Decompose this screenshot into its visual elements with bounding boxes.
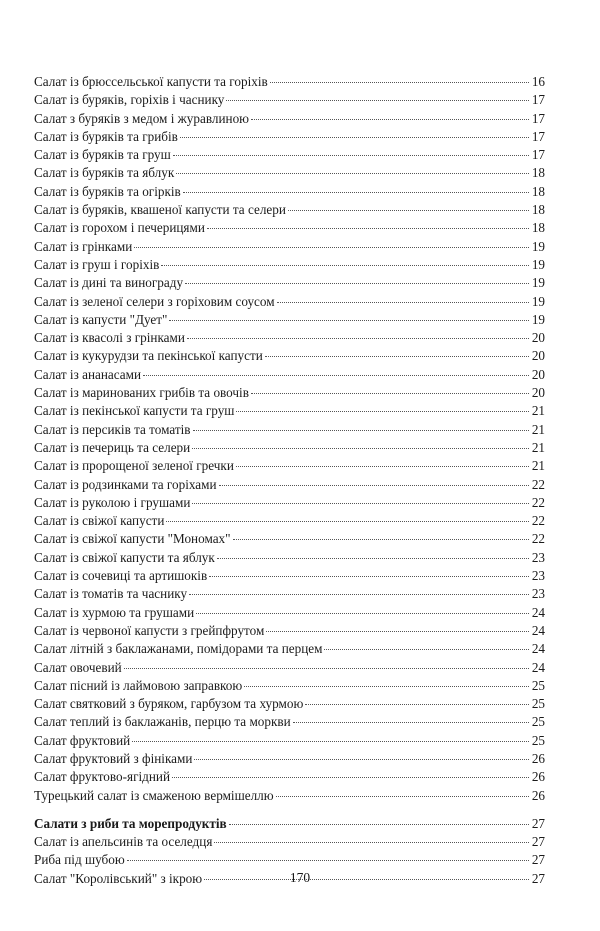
toc-entry [34, 567, 545, 585]
toc-entry [34, 640, 545, 658]
toc-entry-page: 26 [531, 769, 545, 785]
page-number: 170 [289, 870, 311, 885]
dot-leader [132, 741, 529, 742]
toc-entry-page: 16 [531, 74, 545, 89]
section-title: Салати з риби та морепродуктів [34, 815, 227, 831]
toc-entry-title: Салат фруктовий з фініками [34, 750, 193, 766]
toc-entry-page: 23 [531, 568, 545, 584]
toc-entry-page: 22 [531, 494, 545, 510]
toc-entry-page: 26 [531, 750, 545, 766]
toc-entry-title: Салат із грінками [34, 238, 133, 254]
toc-entry [34, 695, 545, 713]
toc-entry-title: Салат із печериць та селери [34, 439, 191, 455]
toc-entry [34, 311, 545, 329]
toc-entry-page: 23 [531, 549, 545, 565]
toc-entry-page: 27 [531, 834, 545, 850]
toc-entry [34, 384, 545, 402]
section-page: 27 [531, 815, 545, 831]
toc-entry-title: Салат із буряків, квашеної капусти та селери [34, 202, 286, 218]
toc-entry [34, 293, 545, 311]
dot-leader [236, 466, 529, 467]
dot-leader [183, 192, 529, 193]
toc-entry [34, 329, 545, 347]
toc-entry-title: Салат із родзинками та горіхами [34, 476, 217, 492]
toc-entry [34, 530, 545, 548]
toc-entry-title: Турецький салат із смаженою вермішеллю [34, 787, 274, 803]
dot-leader [124, 668, 529, 669]
toc-entry [34, 787, 545, 805]
toc-entry [34, 494, 545, 512]
toc-entry-page: 22 [531, 531, 545, 547]
toc-entry-page: 17 [531, 128, 545, 144]
toc-entry [34, 439, 545, 457]
toc-entry-title: Салат пісний із лаймовою заправкою [34, 677, 243, 693]
toc-entry-page: 19 [531, 275, 545, 291]
dot-leader [226, 100, 529, 101]
toc-entry [34, 164, 545, 182]
toc-entry [34, 476, 545, 494]
dot-leader [265, 356, 529, 357]
dot-leader [233, 539, 529, 540]
toc-entry-title: Салат із квасолі з грінками [34, 330, 185, 346]
toc-entry-page: 18 [531, 165, 545, 181]
toc-entry-page: 22 [531, 513, 545, 529]
table-of-contents [34, 73, 545, 888]
toc-entry [34, 549, 545, 567]
dot-leader [229, 824, 529, 825]
dot-leader [176, 173, 529, 174]
toc-entry-page: 19 [531, 238, 545, 254]
toc-entry-page: 17 [531, 92, 545, 108]
dot-leader [266, 631, 529, 632]
dot-leader [251, 393, 529, 394]
toc-entry-title: Салат із буряків та груш [34, 147, 171, 163]
toc-entry-page: 25 [531, 732, 545, 748]
dot-leader [214, 842, 529, 843]
dot-leader [192, 503, 529, 504]
dot-leader [192, 448, 529, 449]
toc-entry-page: 25 [531, 677, 545, 693]
toc-entry-title: Салат із буряків та грибів [34, 128, 178, 144]
toc-entry [34, 73, 545, 91]
toc-entry-page: 17 [531, 147, 545, 163]
toc-entry [34, 750, 545, 768]
toc-entry [34, 604, 545, 622]
toc-entry-title: Салат із капусти "Дует" [34, 311, 168, 327]
dot-leader [189, 594, 529, 595]
toc-entry-title: Салат літній з баклажанами, помідорами та перцем [34, 641, 323, 657]
toc-entry-title: Салат із свіжої капусти "Мономах" [34, 531, 231, 547]
toc-entry-page: 21 [531, 403, 545, 419]
toc-entry-page: 17 [531, 110, 545, 126]
dot-leader [270, 82, 529, 83]
section-gap [34, 805, 545, 815]
toc-entry-page: 19 [531, 293, 545, 309]
toc-entry [34, 732, 545, 750]
toc-entry-title: Салат із червоної капусти з грейпфрутом [34, 622, 265, 638]
toc-entry [34, 402, 545, 420]
dot-leader [169, 320, 529, 321]
dot-leader [244, 686, 529, 687]
dot-leader [180, 137, 529, 138]
toc-entry [34, 677, 545, 695]
toc-entry-title: Салат із ананасами [34, 366, 142, 382]
toc-entry [34, 851, 545, 869]
toc-entry-title: Салат із персиків та томатів [34, 421, 191, 437]
toc-entry [34, 585, 545, 603]
toc-entry-title: Салат із пророщеної зеленої гречки [34, 458, 234, 474]
toc-entry-title: Салат із буряків та огірків [34, 183, 181, 199]
toc-entry-title: Салат із хурмою та грушами [34, 604, 195, 620]
toc-entry-title: Салат із груш і горіхів [34, 256, 160, 272]
toc-entry [34, 659, 545, 677]
toc-entry [34, 833, 545, 851]
dot-leader [276, 796, 529, 797]
toc-entry-page: 20 [531, 330, 545, 346]
toc-entry-title: Салат святковий з буряком, гарбузом та хурмою [34, 696, 304, 712]
toc-entry-page: 27 [531, 852, 545, 868]
dot-leader [209, 576, 529, 577]
dot-leader [143, 375, 529, 376]
dot-leader [185, 283, 529, 284]
toc-entry [34, 457, 545, 475]
dot-leader [236, 411, 529, 412]
toc-entry-page: 18 [531, 202, 545, 218]
toc-entry-title: Салат із буряків та яблук [34, 165, 175, 181]
dot-leader [166, 521, 529, 522]
dot-leader [324, 649, 529, 650]
toc-entry [34, 768, 545, 786]
toc-entry-title: Салат із томатів та часнику [34, 586, 188, 602]
toc-entry [34, 183, 545, 201]
toc-entry [34, 622, 545, 640]
toc-entry-page: 19 [531, 311, 545, 327]
toc-entry-page: 20 [531, 366, 545, 382]
toc-entry-page: 25 [531, 714, 545, 730]
toc-entries [34, 73, 545, 805]
dot-leader [194, 759, 529, 760]
toc-entry-title: Салат фруктово-ягідний [34, 769, 171, 785]
toc-entry-title: Салат із сочевиці та артишоків [34, 568, 208, 584]
toc-entry [34, 512, 545, 530]
dot-leader [207, 228, 529, 229]
toc-entry-page: 24 [531, 604, 545, 620]
toc-entry-title: Салат з буряків з медом і журавлиною [34, 110, 250, 126]
toc-entry-page: 22 [531, 476, 545, 492]
toc-entry-title: Салат із дині та винограду [34, 275, 184, 291]
dot-leader [293, 722, 529, 723]
toc-entry-page: 21 [531, 458, 545, 474]
toc-section-heading [34, 815, 545, 833]
dot-leader [288, 210, 529, 211]
toc-entry-page: 20 [531, 385, 545, 401]
toc-entry-title: Салат із пекінської капусти та груш [34, 403, 235, 419]
dot-leader [173, 155, 529, 156]
toc-entry-page: 20 [531, 348, 545, 364]
toc-entry-title: Салат із свіжої капусти [34, 513, 165, 529]
toc-entry [34, 274, 545, 292]
toc-entry-page: 19 [531, 256, 545, 272]
toc-entry-page: 18 [531, 183, 545, 199]
toc-entry-title: Салат із апельсинів та оселедця [34, 834, 213, 850]
dot-leader [305, 704, 529, 705]
dot-leader [134, 247, 529, 248]
toc-entry-page: 26 [531, 787, 545, 803]
dot-leader [172, 777, 529, 778]
toc-entry [34, 201, 545, 219]
toc-entry-title: Салат теплий із баклажанів, перцю та моркви [34, 714, 291, 730]
toc-entry-page: 21 [531, 421, 545, 437]
dot-leader [277, 302, 529, 303]
toc-entry [34, 91, 545, 109]
dot-leader [187, 338, 529, 339]
toc-entry-page: 25 [531, 696, 545, 712]
toc-entry-title: Салат із зеленої селери з горіховим соусом [34, 293, 275, 309]
dot-leader [217, 558, 529, 559]
toc-entry-page: 23 [531, 586, 545, 602]
toc-entry-title: Салат із брюссельської капусти та горіхів [34, 74, 268, 89]
dot-leader [196, 613, 529, 614]
dot-leader [193, 430, 529, 431]
toc-entry [34, 146, 545, 164]
toc-entry [34, 713, 545, 731]
toc-entry-title: Риба під шубою [34, 852, 125, 868]
dot-leader [219, 485, 529, 486]
toc-entry [34, 421, 545, 439]
dot-leader [127, 860, 529, 861]
toc-entry-title: Салат із руколою і грушами [34, 494, 191, 510]
toc-entry-page: 21 [531, 439, 545, 455]
dot-leader [161, 265, 529, 266]
toc-entry-title: Салат із горохом і печерицями [34, 220, 205, 236]
toc-entry [34, 219, 545, 237]
toc-entry-title: Салат овочевий [34, 659, 122, 675]
toc-entry [34, 128, 545, 146]
toc-entry [34, 110, 545, 128]
toc-entry-page: 24 [531, 659, 545, 675]
toc-entry-page: 18 [531, 220, 545, 236]
toc-entry-title: Салат із маринованих грибів та овочів [34, 385, 249, 401]
toc-entry-page: 24 [531, 641, 545, 657]
toc-entry-title: Салат із кукурудзи та пекінської капусти [34, 348, 263, 364]
toc-entry [34, 238, 545, 256]
toc-entry-title: Салат із свіжої капусти та яблук [34, 549, 215, 565]
toc-entry [34, 366, 545, 384]
toc-entry [34, 347, 545, 365]
dot-leader [251, 119, 529, 120]
toc-entry-title: Салат фруктовий [34, 732, 131, 748]
toc-entry-page: 24 [531, 622, 545, 638]
toc-entry-title: Салат "Королівський" з ікрою [34, 870, 203, 886]
toc-entry-page: 27 [531, 870, 545, 886]
toc-entry-title: Салат із буряків, горіхів і часнику [34, 92, 225, 108]
toc-entry [34, 256, 545, 274]
